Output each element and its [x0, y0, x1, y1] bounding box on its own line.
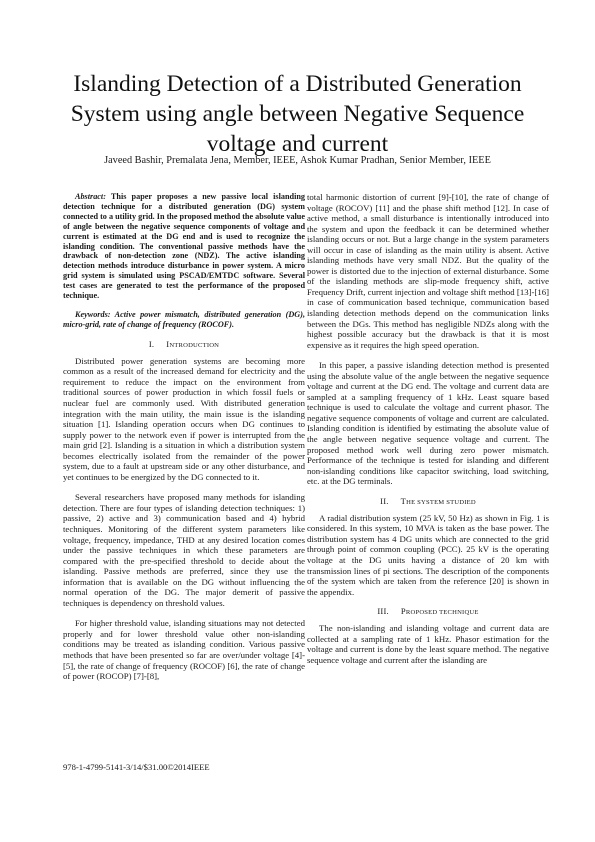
body-paragraph: Distributed power generation systems are becoming more common as a result of the increased demand for electricity and the requirement to reduce the impact on the environment from traditional sources of power production in which fossil fuels or nuclear fuel are commonly used. With distributed generation integration with the main utility, the main issue is the islanding situation [1]. Islanding operation occurs when DG continues to supply power to the network even if power is interrupted from the main grid [2]. Islanding is a situation in which a distribution system becomes electrically isolated from the remainder of the power system, due to a fault at upstream side or any other disturbance, and yet continues to be energized by the DG connected to it. — [63, 355, 305, 482]
copyright-footer: 978-1-4799-5141-3/14/$31.00©2014IEEE — [63, 762, 210, 772]
paper-title: Islanding Detection of a Distributed Generation System using angle between Negative Sequence voltage and current — [70, 70, 525, 157]
abstract-label: Abstract: — [75, 192, 106, 201]
body-paragraph: For higher threshold value, islanding situations may not detected properly and for lower threshold value other non-islanding conditions may be treated as islanding condition. Various passive methods that have been presented so far are over/under voltage [4]-[5], the rate of change of frequency (ROCOF) [6], the rate of change of power (ROCOP) [7]-[8], — [63, 618, 305, 682]
section-initial: I — [166, 338, 170, 349]
keywords — [63, 310, 305, 330]
abstract-text: This paper proposes a new passive local islanding detection technique for a distributed generation (DG) system connected to a utility grid. In the proposed method the absolute value of angle between the negative sequence components of voltage and current is estimated at the DG end and is used to recognize the islanding condition. The conventional passive methods have the drawback of non-detection zone (NDZ). The active islanding detection methods introduce disturbance in power system. A micro grid system is simulated using PSCAD/EMTDC software. Several test cases are generated to test the performance of the proposed technique. — [63, 192, 305, 301]
section-number: II. — [380, 495, 389, 506]
section-title: ROPOSED TECHNIQUE — [405, 609, 479, 617]
section-number: III. — [377, 606, 389, 617]
body-paragraph: Several researchers have proposed many methods for islanding detection. There are four types of islanding detection techniques: 1) passive, 2) active and 3) communication based and 4) hybrid techniques. Monitoring of the different system parameters like voltage, frequency, impedance, THD at any desired location comes under the passive techniques in which these parameters are compared with the pre-specified threshold to decide about the islanding. Passive methods are preferred, since they use the information that is available on the DG without influencing the normal operation of the DG. The major demerit of passive techniques is dependency on threshold values. — [63, 492, 305, 608]
section-heading-proposed-technique — [307, 606, 549, 618]
section-title: NTRODUCTION — [169, 341, 220, 349]
section-initial: P — [400, 606, 406, 617]
section-heading-introduction — [63, 339, 305, 351]
keywords-label: Keywords: — [75, 309, 111, 319]
body-paragraph: The non-islanding and islanding voltage and current data are collected at a sampling rate of 1 kHz. Phasor estimation for the voltage and current is done by the least square method. The negative sequence voltage and current after the islanding are — [307, 623, 549, 665]
abstract — [63, 192, 305, 301]
section-heading-system-studied — [307, 496, 549, 508]
body-paragraph: A radial distribution system (25 kV, 50 Hz) as shown in Fig. 1 is considered. In this system, 10 MVA is taken as the base power. The distribution system has 4 DG units which are connected to the grid through point of common coupling (PCC). 25 kV is the operating voltage at the DG units having a distance of 20 km with transmission lines of pi sections. The description of the components of the system which are taken from the reference [20] is shown in the appendix. — [307, 512, 549, 597]
section-initial: T — [400, 495, 407, 506]
section-title: HE SYSTEM STUDIED — [406, 498, 476, 506]
author-list: Javeed Bashir, Premalata Jena, Member, IEEE, Ashok Kumar Pradhan, Senior Member, IEEE — [104, 155, 491, 166]
left-column — [63, 192, 305, 682]
section-number: I. — [148, 338, 155, 349]
right-column — [307, 192, 549, 665]
keywords-text: Active power mismatch, distributed generation (DG), micro-grid, rate of change of frequency (ROCOF). — [63, 309, 305, 329]
body-paragraph: total harmonic distortion of current [9]-[10], the rate of change of voltage (ROCOV) [11] and the phase shift method [12]. In case of active method, a small disturbance is intentionally introduced into the system and upon the feedback it can be determined whether islanding occurs or not. But a large change in the system parameters will occur in case of islanding as the main utility is absent. Active islanding methods have very small NDZ. But the quality of the power is distorted due to the injection of external disturbance. Some of the islanding methods are slip-mode frequency shift, active Frequency Drift, current injection and voltage shift method [13]-[16] in case of communication based technique, communication based islanding detection methods depend on the communication links between the DGs. This method has negligible NDZs along with the highest possible accuracy but the drawback is that it is most expensive as it requires the high speed operation. — [307, 192, 549, 350]
body-paragraph: In this paper, a passive islanding detection method is presented using the absolute value of the angle between the negative sequence voltage and current at the DG end. The voltage and current data are sampled at a sampling frequency of 1 kHz. Least square based technique is used to calculate the voltage and current phasor. The negative sequence components of voltage and current are calculated. Islanding condition is identified by estimating the absolute value of the angle between negative sequence voltage and current. The proposed method work well during zero power mismatch. Performance of the technique is tested for islanding and different non-islanding conditions like capacitor switching, load switching, etc. at the DG terminals. — [307, 360, 549, 487]
